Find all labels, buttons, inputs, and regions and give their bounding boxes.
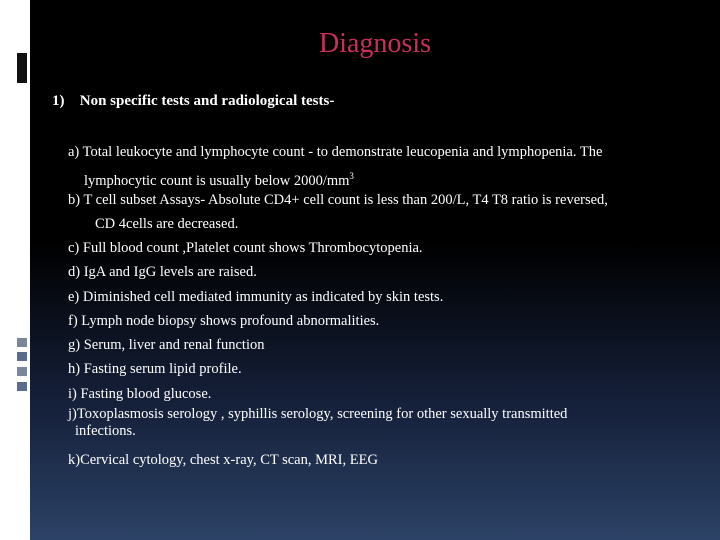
- list-item: [68, 140, 602, 193]
- superscript: 3: [349, 171, 354, 181]
- item-text: f) Lymph node biopsy shows profound abnormalities.: [68, 313, 380, 329]
- accent-square: [17, 382, 27, 391]
- item-text: e) Diminished cell mediated immunity as indicated by skin tests.: [68, 289, 444, 305]
- list-item: [68, 236, 423, 260]
- item-text: d) IgA and IgG levels are raised.: [68, 264, 257, 280]
- accent-square: [17, 367, 27, 376]
- item-text: h) Fasting serum lipid profile.: [68, 361, 242, 377]
- accent-square: [17, 352, 27, 361]
- list-item: [68, 309, 379, 333]
- list-item: [68, 333, 265, 357]
- accent-block: [17, 53, 27, 83]
- item-text: a) Total leukocyte and lymphocyte count - to demonstrate leucopenia and lymphopenia. The: [68, 144, 603, 160]
- list-item: [68, 285, 443, 309]
- section-number: 1): [52, 93, 65, 109]
- section-heading: [52, 93, 334, 110]
- item-text: g) Serum, liver and renal function: [68, 337, 265, 353]
- list-item: [68, 448, 378, 472]
- list-item: [68, 188, 608, 236]
- list-item: [68, 357, 242, 381]
- list-item: [68, 260, 257, 284]
- item-text: j)Toxoplasmosis serology , syphillis serology, screening for other sexually transmitted: [68, 406, 568, 422]
- item-text: b) T cell subset Assays- Absolute CD4+ cell count is less than 200/L, T4 T8 ratio is reversed,: [68, 192, 608, 208]
- list-item: [68, 406, 567, 440]
- item-text: k)Cervical cytology, chest x-ray, CT scan, MRI, EEG: [68, 452, 378, 468]
- item-text: c) Full blood count ,Platelet count shows Thrombocytopenia.: [68, 240, 423, 256]
- section-text: Non specific tests and radiological tests-: [79, 93, 335, 109]
- left-margin: [0, 0, 30, 540]
- item-continuation: CD 4cells are decreased.: [95, 216, 239, 232]
- slide-title: Diagnosis: [319, 28, 431, 59]
- item-text: i) Fasting blood glucose.: [68, 386, 212, 402]
- item-text-cont: lymphocytic count is usually below 2000/mm: [84, 172, 350, 189]
- list-item: [68, 382, 211, 406]
- item-continuation: infections.: [75, 423, 136, 439]
- slide: [30, 0, 720, 540]
- accent-square: [17, 338, 27, 347]
